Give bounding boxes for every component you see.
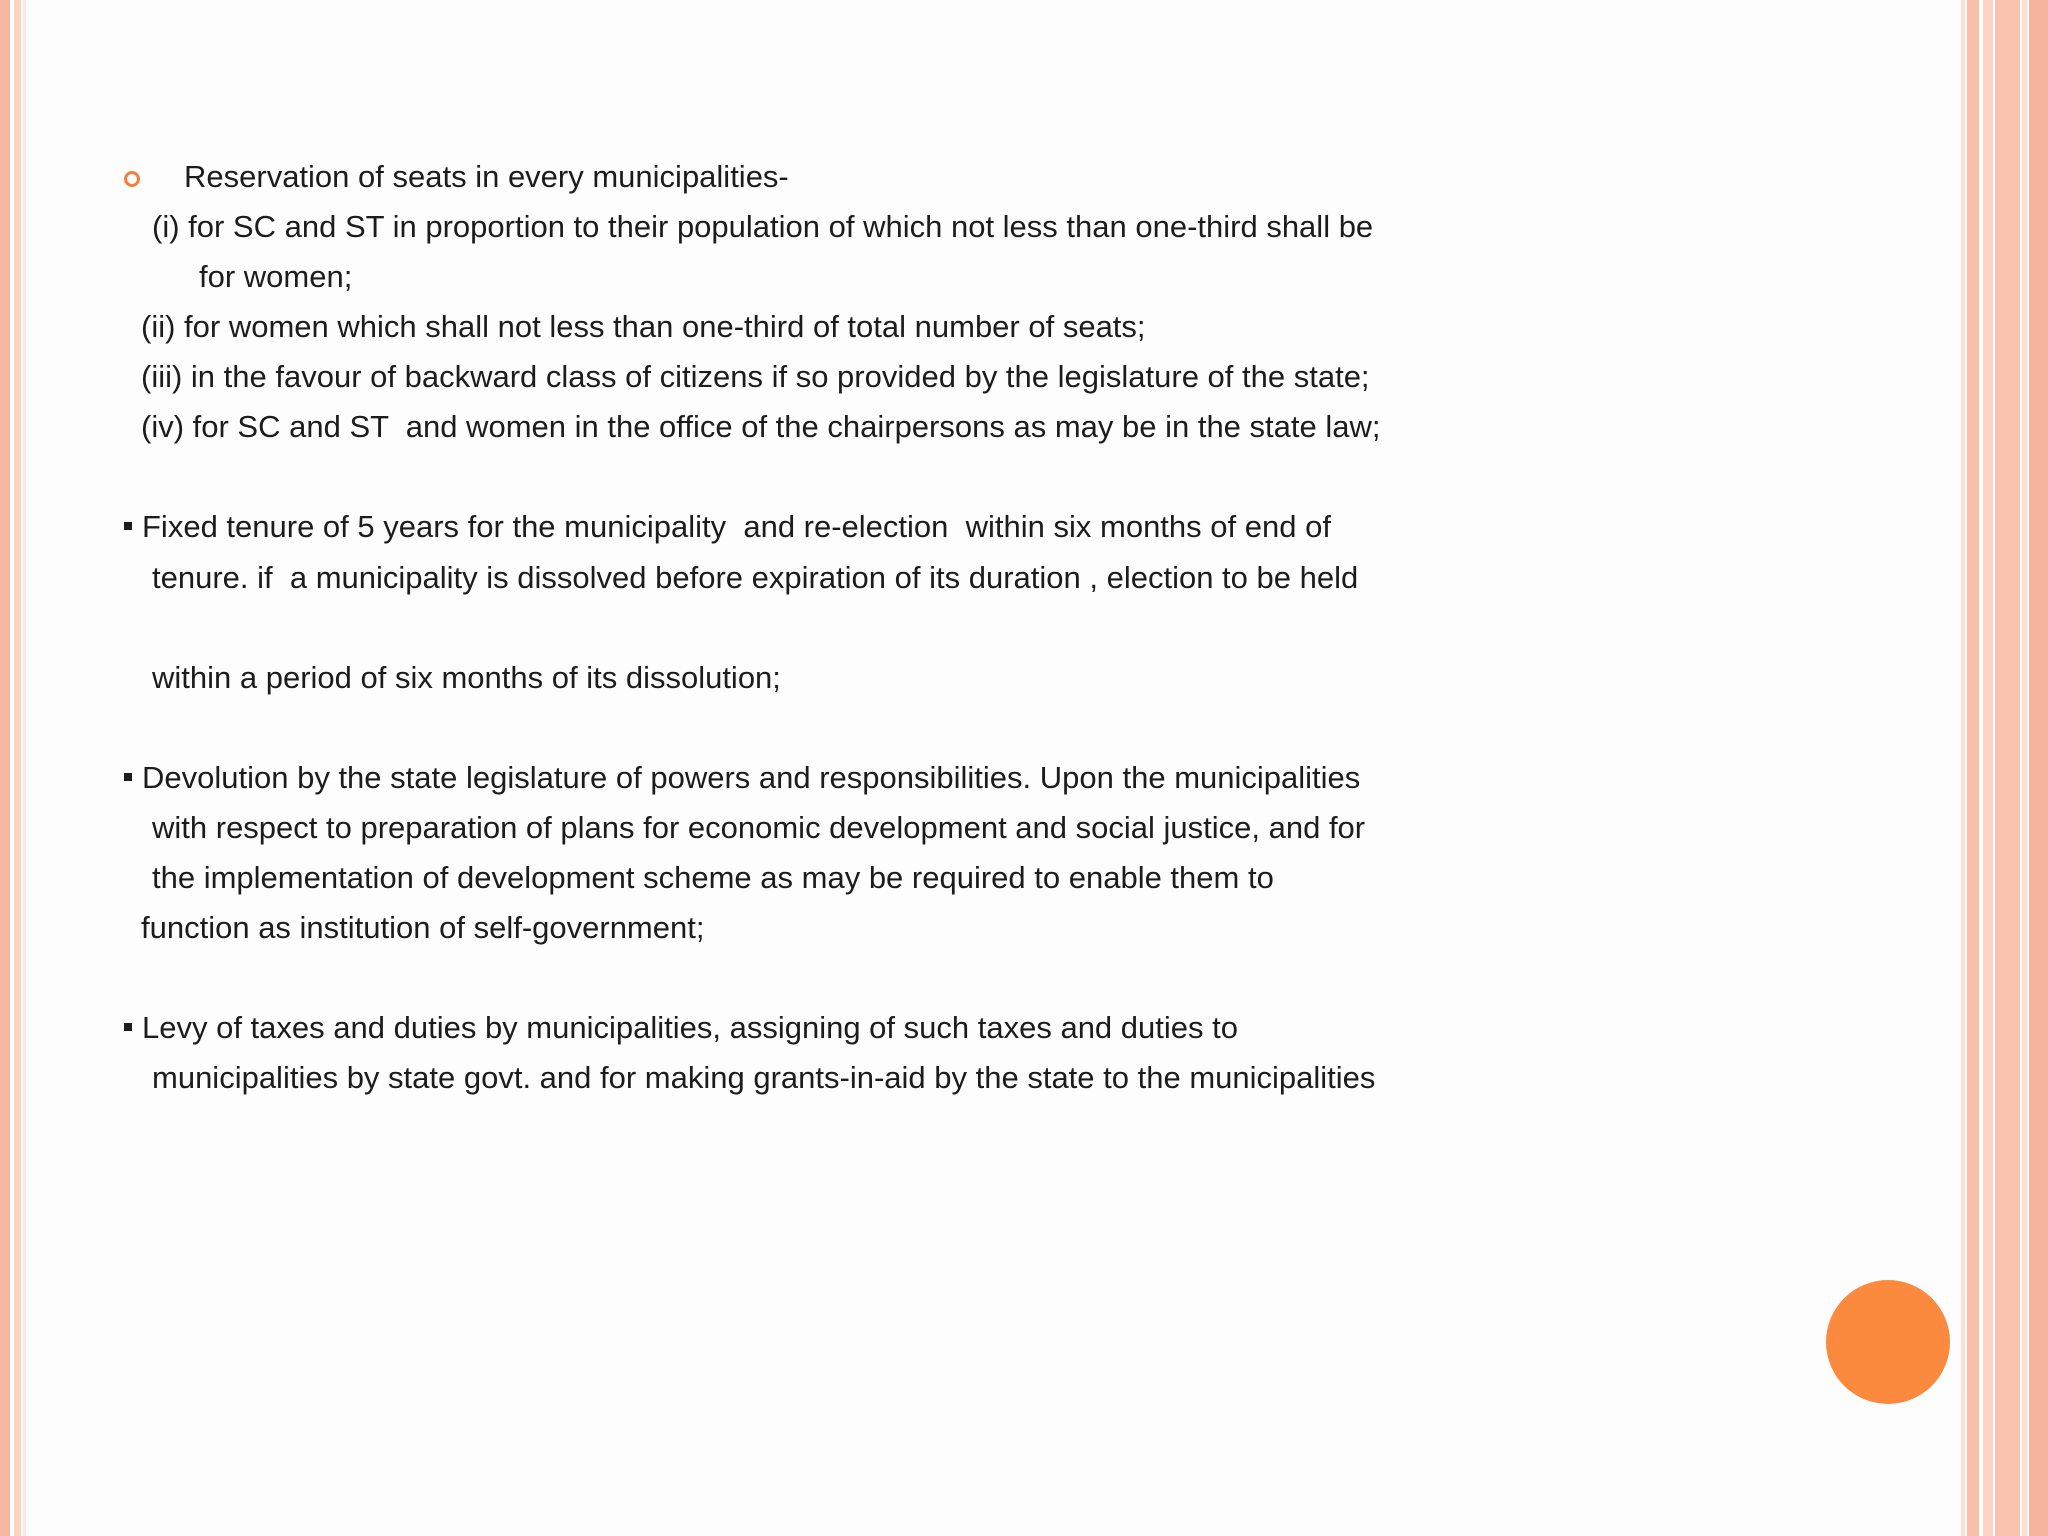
devolution-line1-text: Devolution by the state legislature of powers and responsibilities. Upon the municipalities [142,760,1361,795]
devolution-line2: with respect to preparation of plans for economic development and social justice, and for [152,810,1366,845]
tenure-line2: tenure. if a municipality is dissolved before expiration of its duration , election to be held [152,560,1359,595]
taxes-line1-text: Levy of taxes and duties by municipalities, assigning of such taxes and duties to [142,1010,1238,1045]
reservation-heading: Reservation of seats in every municipalities- [184,159,789,194]
right-border-stripe [1967,0,1979,1536]
right-border-stripe [2022,0,2027,1536]
reservation-item-i-line1: (i) for SC and ST in proportion to their population of which not less than one-third shall be [152,209,1374,244]
square-bullet-icon [124,773,132,781]
right-border-stripe [2029,0,2048,1536]
devolution-line4: function as institution of self-government; [141,910,705,945]
devolution-line3: the implementation of development scheme as may be required to enable them to [152,860,1274,895]
right-border-stripe [1961,0,1965,1536]
right-border-stripe [1995,0,2020,1536]
right-border-stripe [1983,0,1993,1536]
tenure-line1-text: Fixed tenure of 5 years for the municipality and re-election within six months of end of [142,509,1331,544]
devolution-line1 [124,758,1360,798]
reservation-item-i-line2: for women; [199,259,353,294]
reservation-item-iv: (iv) for SC and ST and women in the office of the chairpersons as may be in the state law; [141,409,1381,444]
tenure-line3: within a period of six months of its dissolution; [152,660,781,695]
taxes-line2: municipalities by state govt. and for making grants-in-aid by the state to the municipalities [152,1060,1376,1095]
reservation-item-ii: (ii) for women which shall not less than one-third of total number of seats; [141,309,1146,344]
reservation-item-iii: (iii) in the favour of backward class of citizens if so provided by the legislature of the state; [141,359,1370,394]
square-bullet-icon [124,1023,132,1031]
tenure-line1 [124,507,1331,547]
square-bullet-icon [124,522,132,530]
taxes-line1 [124,1008,1238,1048]
ring-bullet-icon [124,171,140,187]
